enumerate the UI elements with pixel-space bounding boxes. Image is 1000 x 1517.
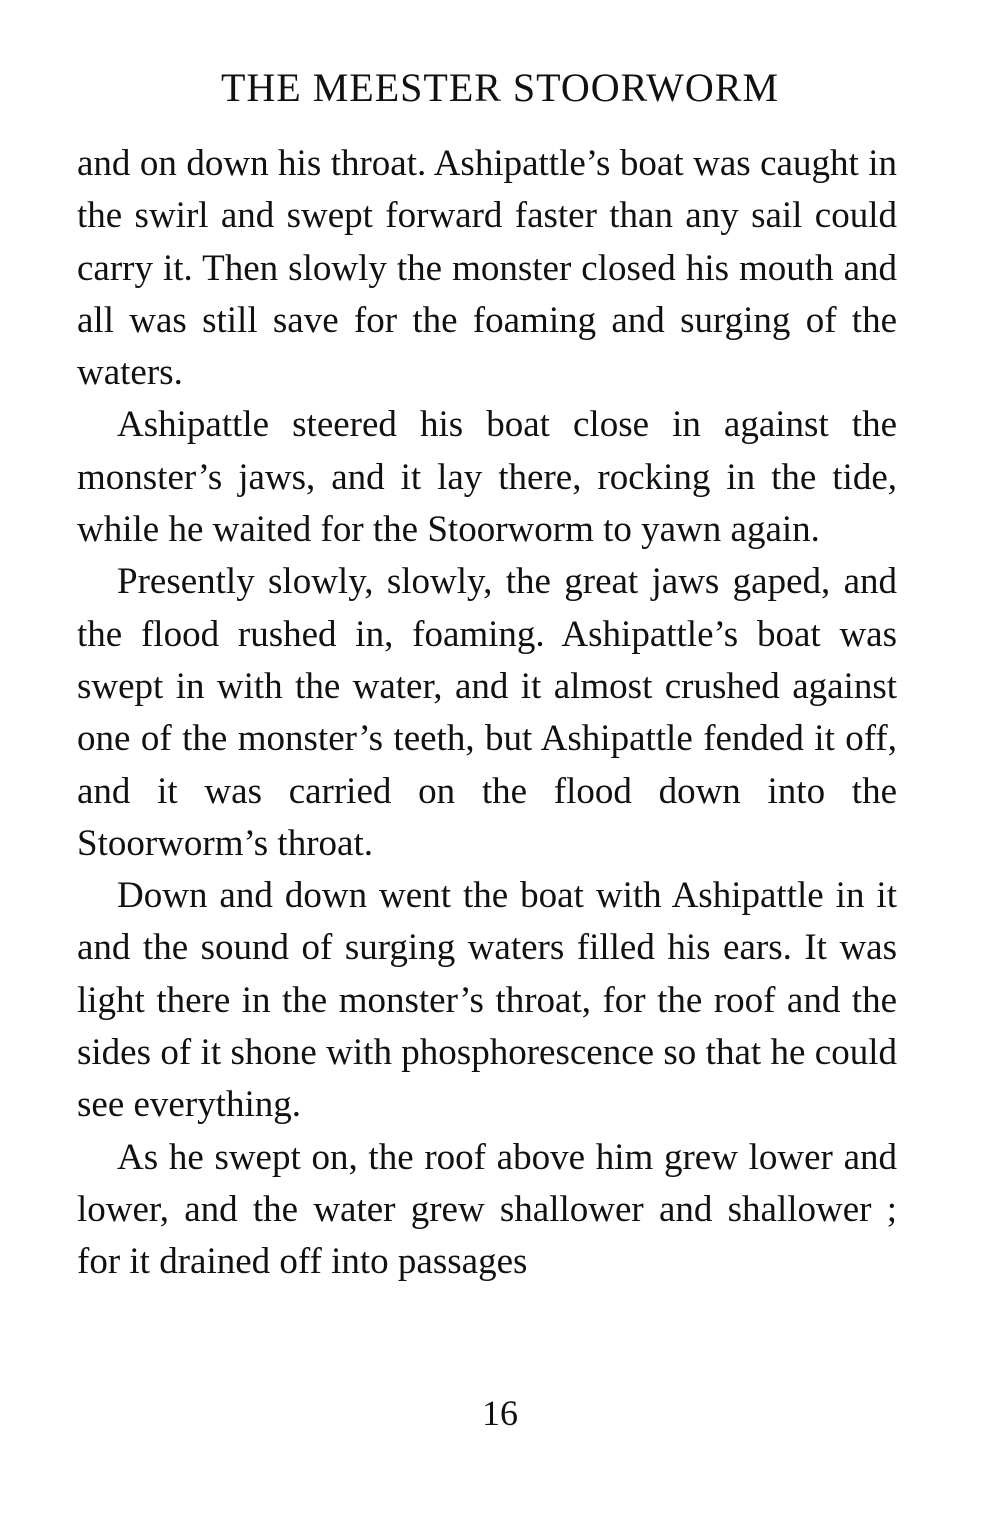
- paragraph-2: Ashipattle steered his boat close in against the monster’s jaws, and it lay there, rocking in the tide, while he waited for the Stoorworm to yawn again.: [77, 404, 897, 551]
- paragraph-4: Down and down went the boat with Ashipattle in it and the sound of surging waters filled his ears. It was light there in the monster’s throat, for the roof and the sides of it shone with phosphorescence so that he could see everything.: [77, 875, 897, 1126]
- page-number: 16: [482, 1393, 518, 1433]
- body-text: [77, 138, 897, 1289]
- paragraph-1: and on down his throat. Ashipattle’s boat was caught in the swirl and swept forward faster than any sail could carry it. Then slowly the monster closed his mouth and all was still save for the foaming and surging of the waters.: [77, 143, 897, 394]
- paragraph-5: As he swept on, the roof above him grew lower and lower, and the water grew shallower and shallower ; for it drained off into passages: [77, 1136, 897, 1283]
- paragraph-3: Presently slowly, slowly, the great jaws gaped, and the flood rushed in, foaming. Ashipattle’s boat was swept in with the water, and it almost crushed against one of the monster’s teeth, but Ashipattle fended it off, and it was carried on the flood down into the Stoorworm’s throat.: [77, 561, 897, 864]
- running-head: THE MEESTER STOORWORM: [220, 65, 780, 110]
